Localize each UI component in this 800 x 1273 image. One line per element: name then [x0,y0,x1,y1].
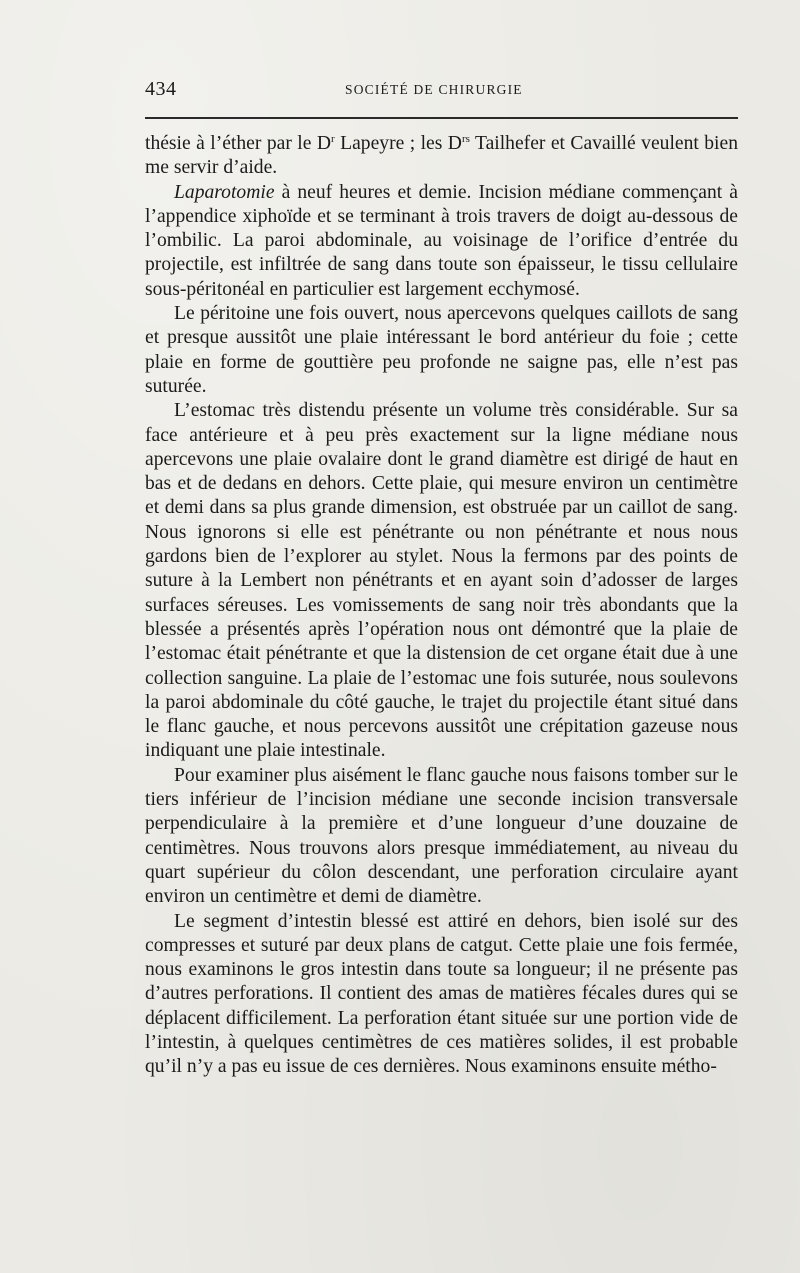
running-title: SOCIÉTÉ DE CHIRURGIE [345,82,523,97]
running-header [145,78,740,102]
paragraph-5: Pour examiner plus aisément le flanc gauche nous faisons tomber sur le tiers inférieur de l’incision médiane une seconde incision transversale perpendiculaire à la première et d’une longueur d’une douzaine de centimètres. Nous trouvons alors presque immédiatement, au niveau du quart supérieur du côlon descendant, une perforation circulaire ayant environ un centimètre et demi de diamètre. [145,764,738,908]
paragraph-3: Le péritoine une fois ouvert, nous apercevons quelques caillots de sang et presque aussitôt une plaie intéressant le bord antérieur du foie ; cette plaie en forme de gouttière peu profonde ne saigne pas, elle n’est pas suturée. [145,303,738,397]
paragraph-1: thésie à l’éther par le $D^r$ Lapeyre ; les $D^{rs}$ Tailhefer et Cavaillé veulent bien me servir d’aide. [145,133,738,179]
body-text [145,132,738,1080]
paragraph-6: Le segment d’intestin blessé est attiré en dehors, bien isolé sur des compresses et suturé par deux plans de catgut. Cette plaie une fois fermée, nous examinons le gros intestin dans toute sa longueur; il ne présente pas d’autres perforations. Il contient des amas de matières fécales dures qui se déplacent difficilement. La perforation étant située sur une portion vide de l’intestin, à quelques centimètres de ces matières solides, il est probable qu’il n’y a pas eu issue de ces dernières. Nous examinons ensuite métho- [145,910,738,1078]
italic-term: Laparotomie [174,181,275,203]
paragraph-2: Laparotomie à neuf heures et demie. Incision médiane commençant à l’appendice xiphoïde et se terminant à trois travers de doigt au-dessous de l’ombilic. La paroi abdominale, au voisinage de l’orifice d’entrée du projectile, est infiltrée de sang dans toute son épaisseur, le tissu cellulaire sous-péritonéal en particulier est largement ecchymosé. [145,181,738,300]
paragraph-4: L’estomac très distendu présente un volume très considérable. Sur sa face antérieure et à peu près exactement sur la ligne médiane nous apercevons une plaie ovalaire dont le grand diamètre est dirigé de haut en bas et de dedans en dehors. Cette plaie, qui mesure environ un centimètre et demi dans sa plus grande dimension, est obstruée par un caillot de sang. Nous ignorons si elle est pénétrante ou non pénétrante et nous nous gardons bien de l’explorer au stylet. Nous la fermons par des points de suture à la Lembert non pénétrants et en ayant soin d’adosser de larges surfaces séreuses. Les vomissements de sang noir très abondants que la blessée a présentés après l’opération nous ont démontré que la plaie de l’estomac était pénétrante et que la distension de cet organe était due à une collection sanguine. La plaie de l’estomac une fois suturée, nous soulevons la paroi abdominale du côté gauche, le trajet du projectile étant situé dans le flanc gauche, et nous percevons aussitôt une crépitation gazeuse nous indiquant une plaie intestinale. [145,400,738,762]
page-number: 434 [145,78,177,100]
header-rule [145,117,738,119]
